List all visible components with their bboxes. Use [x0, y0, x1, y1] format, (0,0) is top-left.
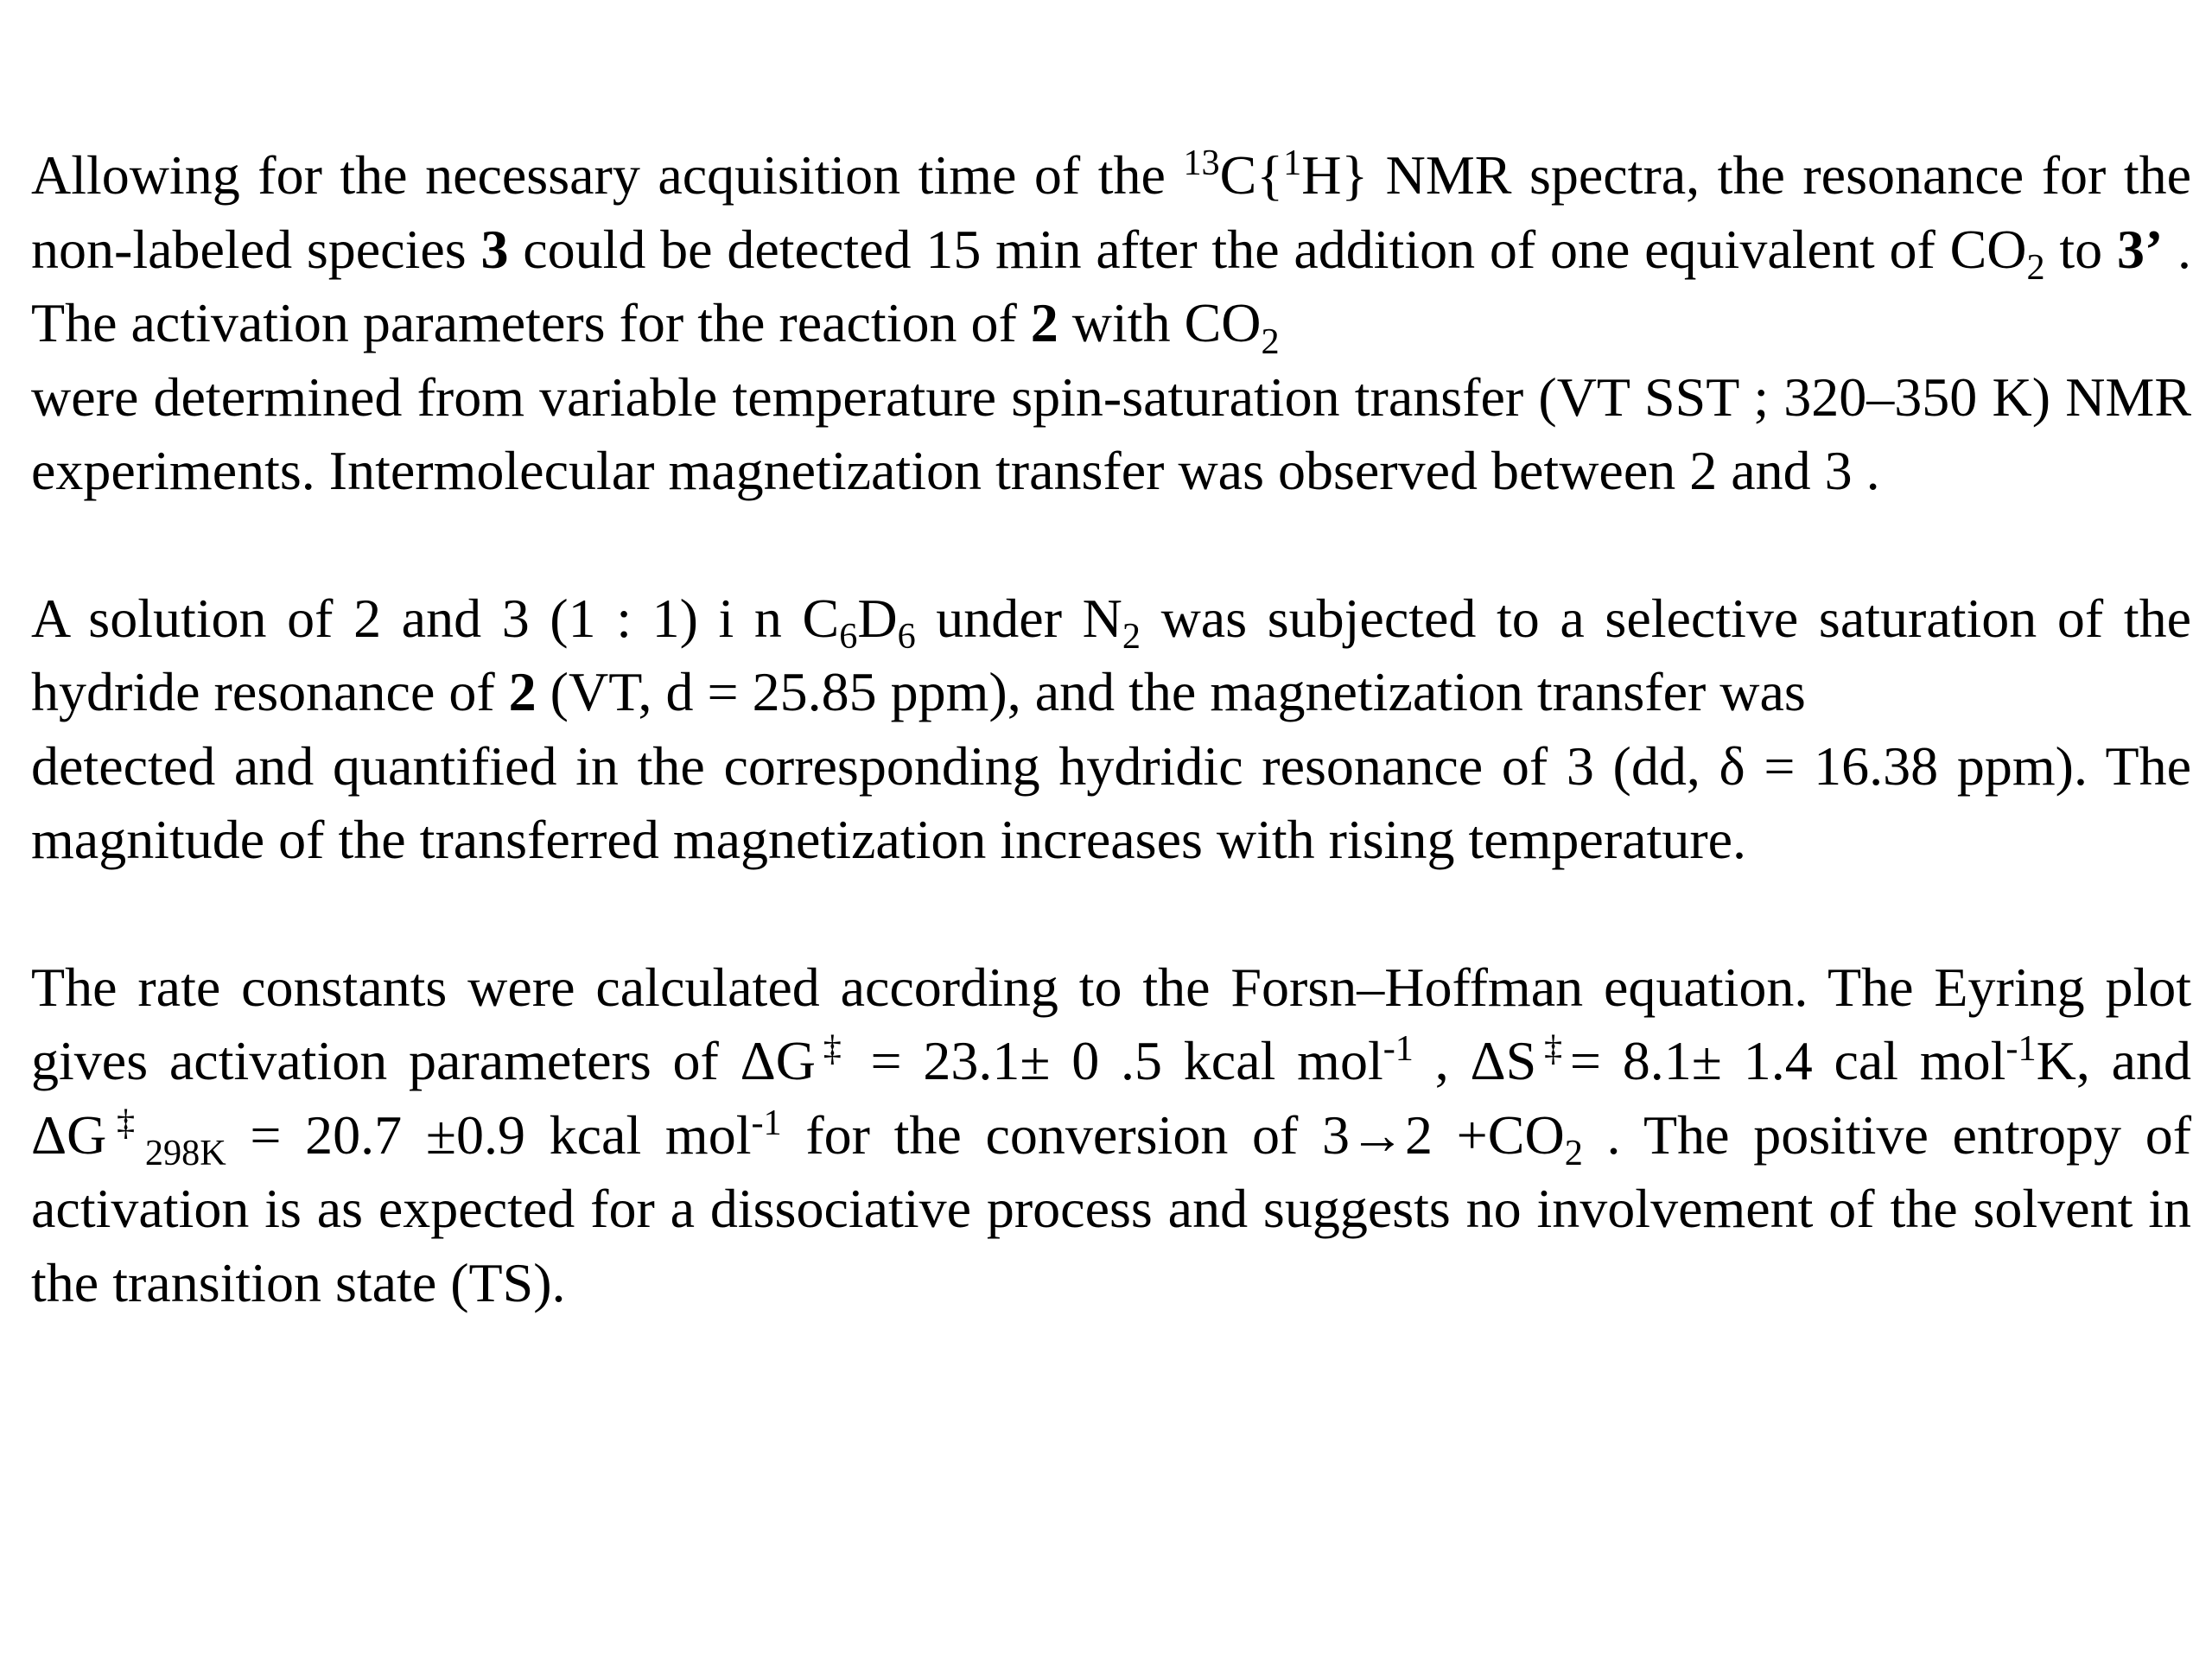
p2-text-3: under N — [915, 587, 1122, 649]
paragraph-2 — [31, 582, 2191, 877]
p1-bold-2: 2 — [1030, 292, 1058, 353]
document-body — [31, 138, 2191, 1393]
p1-text-5: to — [2044, 218, 2117, 280]
p3-sup-minus1-c: -1 — [751, 1102, 782, 1143]
p1-sup-13: 13 — [1183, 143, 1220, 184]
p2-sub-6a: 6 — [839, 616, 858, 658]
p3-text-3: , ΔS — [1413, 1030, 1537, 1091]
p3-sup-dagger-2: ‡ — [1536, 1028, 1570, 1070]
p2-text-5: (VT, d = 25.85 ppm), and the magnetization transfer was — [536, 661, 1806, 722]
p1-text-1: Allowing for the necessary acquisition time of the — [31, 144, 1184, 206]
p3-text-1: The rate constants were calculated according to the Forsn–Hoffman equation. The Eyring plot gives activation parameters of ΔG — [31, 956, 2191, 1091]
p2-sub-6b: 6 — [897, 616, 916, 658]
p3-sup-minus1-a: -1 — [1382, 1028, 1414, 1070]
p3-text-8: . The positive entropy of activation is as expected for a dissociative process and suggests no involvement of the solvent in the transition state (TS). — [31, 1103, 2192, 1313]
p1-text-4: could be detected 15 min after the addition of one equivalent of CO — [508, 218, 2027, 280]
p3-text-7: for the conversion of 3→2 +CO — [781, 1103, 1565, 1166]
p1-text-7: with CO — [1058, 292, 1262, 353]
p3-text-2: = 23.1± 0 .5 kcal mol — [849, 1030, 1383, 1091]
p1-text-3: H} NMR spectra, the resonance for the non-labeled species — [31, 144, 2192, 280]
paragraph-3 — [31, 950, 2191, 1320]
p2-text-6: detected and quantified in the corresponding hydridic resonance of 3 (dd, δ = 16.38 ppm). The magnitude of the transferred magnetization increases with rising temperature. — [31, 734, 2191, 870]
paragraph-1 — [31, 138, 2191, 508]
p3-text-4: = 8.1± 1.4 cal mol — [1569, 1030, 2006, 1091]
p1-bold-3: 3 — [480, 218, 509, 280]
p1-sup-1: 1 — [1283, 143, 1302, 184]
p1-text-2: C{ — [1219, 144, 1284, 206]
p2-text-1: A solution of 2 and 3 (1 : 1) i n C — [31, 587, 840, 649]
p3-sup-minus1-b: -1 — [2005, 1028, 2037, 1070]
p1-sub-2b: 2 — [1261, 321, 1280, 362]
p1-text-6: . The activation parameters for the reaction of — [31, 218, 2192, 353]
p3-text-6: = 20.7 ±0.9 kcal mol — [226, 1103, 752, 1166]
p3-sub-2: 2 — [1564, 1133, 1583, 1174]
p3-sup-dagger-3: ‡ — [106, 1102, 145, 1143]
p3-sub-298k: 298K — [144, 1133, 226, 1174]
p2-text-2: D — [857, 587, 898, 649]
p3-sup-dagger-1: ‡ — [815, 1028, 849, 1070]
p3-text-5: K, and ΔG — [31, 1030, 2191, 1166]
p2-bold-2: 2 — [508, 661, 537, 722]
p2-sub-2: 2 — [1122, 616, 1141, 658]
p1-sub-2a: 2 — [2026, 247, 2045, 289]
p1-text-8: were determined from variable temperature spin-saturation transfer (VT SST ; 320–350 K) NMR experiments. Intermolecular magnetization transfer was observed between 2 and 3 . — [31, 365, 2191, 501]
p1-bold-3prime: 3’ — [2116, 218, 2164, 280]
p2-text-4: was subjected to a selective saturation of the hydride resonance of — [31, 587, 2192, 722]
